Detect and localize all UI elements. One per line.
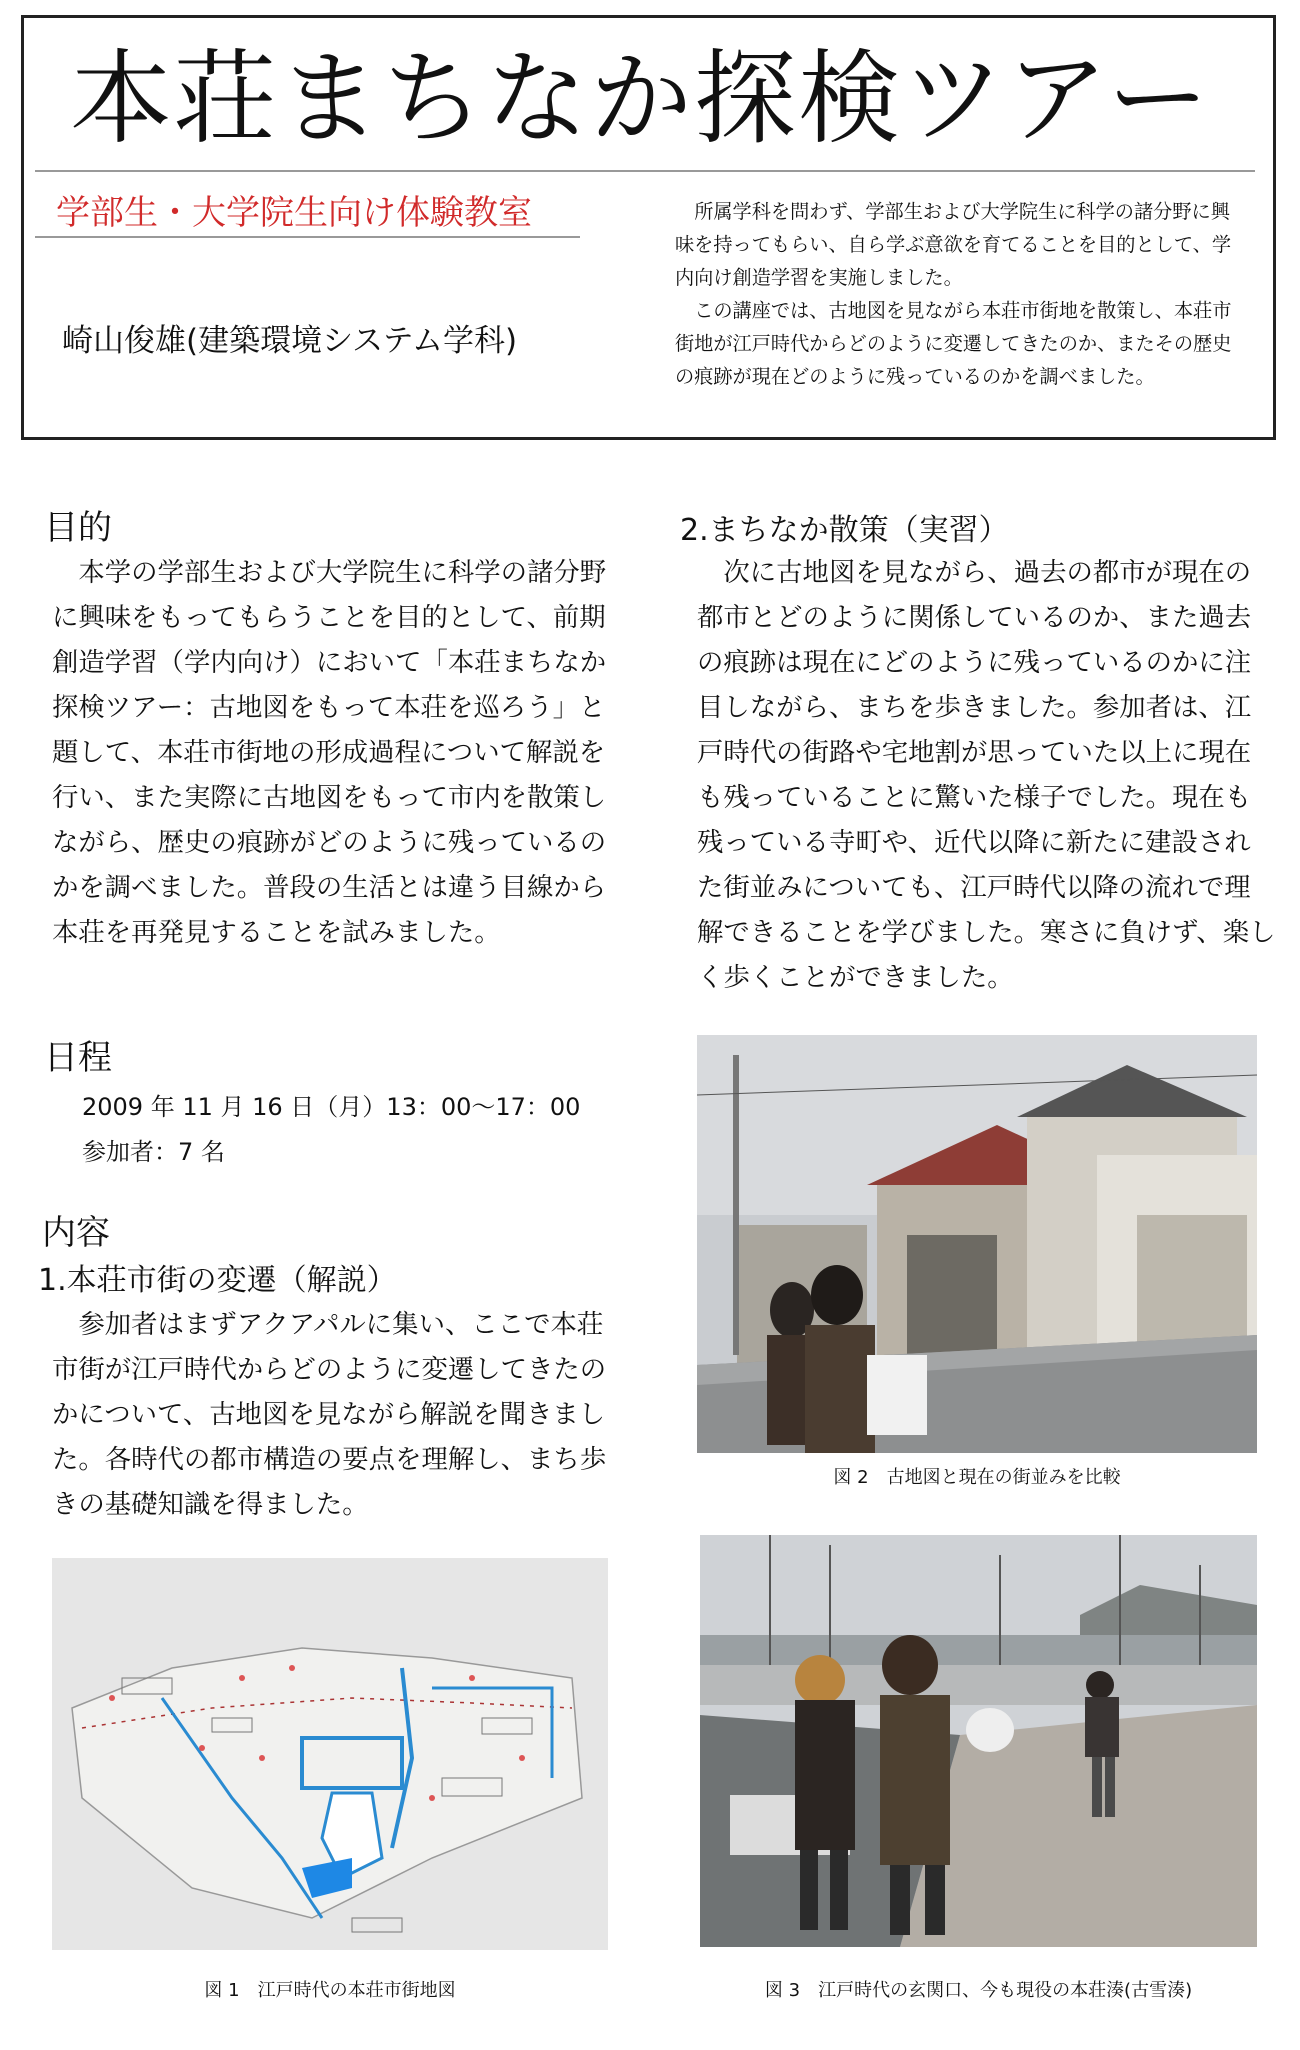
figure-3-caption: 図 3 江戸時代の玄関口、今も現役の本荘湊(古雪湊): [764, 1980, 1193, 2001]
purpose-text: 本学の学部生および大学院生に科学の諸分野に興味をもってもらうことを目的として、前期創造学習（学内向け）において「本荘まちなか探検ツアー：古地図をもって本荘を巡ろう」と題して、本荘市街地の形成過程について解説を行い、また実際に古地図をもって市内を散策しながら、歴史の痕跡がどのように残っているのかを調べました。普段の生活とは違う目線から本荘を再発見することを試みました。: [52, 557, 607, 948]
figure-2-caption: 図 2 古地図と現在の街並みを比較: [833, 1467, 1121, 1488]
purpose-heading: 目的: [44, 508, 112, 548]
figure-1-caption: 図 1 江戸時代の本荘市街地図: [204, 1980, 456, 2001]
summary: [675, 195, 1235, 393]
figure-2-street-photo: [697, 1035, 1257, 1453]
subtitle-divider: [35, 236, 580, 238]
schedule-block: [82, 1085, 580, 1175]
part2-text: 次に古地図を見ながら、過去の都市が現在の都市とどのように関係しているのか、また過去の痕跡は現在にどのように残っているのかに注目しながら、まちを歩きました。参加者は、江戸時代の街路や宅地割が思っていた以上に現在も残っていることに驚いた様子でした。現在も残っている寺町や、近代以降に新たに建設された街並みについても、江戸時代以降の流れで理解できることを学びました。寒さに負けず、楽しく歩くことができました。: [697, 557, 1276, 993]
figure-1-old-map: [52, 1558, 608, 1950]
schedule-heading: 日程: [44, 1038, 112, 1078]
schedule-participants: 参加者：7 名: [82, 1138, 225, 1166]
part1-text: 参加者はまずアクアパルに集い、ここで本荘市街が江戸時代からどのように変遷してきたのかについて、古地図を見ながら解説を聞きました。各時代の都市構造の要点を理解し、まち歩きの基礎知識を得ました。: [52, 1309, 607, 1520]
subtitle: 学部生・大学院生向け体験教室: [56, 193, 532, 233]
part1-heading: 1.本荘市街の変遷（解説）: [38, 1263, 397, 1298]
summary-paragraph: この講座では、古地図を見ながら本荘市街地を散策し、本荘市街地が江戸時代からどのように変遷してきたのか、またその歴史の痕跡が現在どのように残っているのかを調べました。: [675, 299, 1232, 388]
content-heading: 内容: [42, 1213, 110, 1253]
page-title: 本荘まちなか探検ツアー: [70, 40, 1211, 159]
title-divider: [35, 170, 1255, 172]
part2-heading: 2.まちなか散策（実習）: [680, 513, 1009, 548]
author: 崎山俊雄(建築環境システム学科): [62, 323, 518, 359]
schedule-date: 2009 年 11 月 16 日（月）13：00〜17：00: [82, 1093, 581, 1121]
summary-paragraph: 所属学科を問わず、学部生および大学院生に科学の諸分野に興味を持ってもらい、自ら学ぶ意欲を育てることを目的として、学内向け創造学習を実施しました。: [675, 200, 1232, 289]
figure-3-harbor-photo: [700, 1535, 1257, 1947]
